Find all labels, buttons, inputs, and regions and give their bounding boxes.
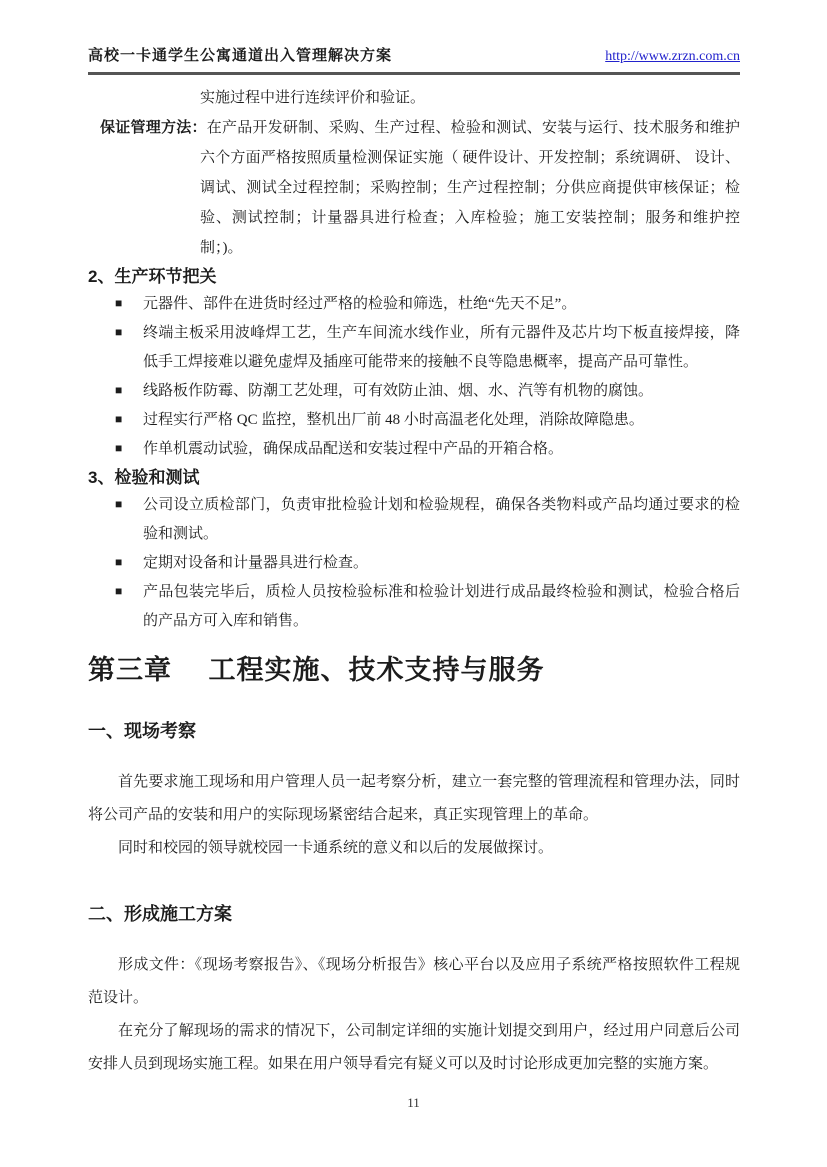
list-item	[88, 319, 740, 377]
intro-paragraph: 实施过程中进行连续评价和验证。	[200, 90, 426, 106]
bullet-text: 公司设立质检部门，负责审批检验计划和检验规程，确保各类物料或产品均通过要求的检验和测试。	[143, 497, 740, 542]
list-item	[88, 578, 740, 636]
section-3-heading: 3、检验和测试	[88, 468, 200, 487]
guarantee-text: 在产品开发研制、采购、生产过程、检验和测试、安装与运行、技术服务和维护六个方面严格按照质量检测保证实施（ 硬件设计、开发控制；系统调研、 设计、调试、测试全过程控制；采购控制；生产过程控制；分供应商提供审核保证；检验、测试控制；计量器具进行检查；入库检验；施工安装控制；服务和维护控制；)。	[200, 120, 740, 256]
section-2-bullet-list	[88, 290, 740, 464]
subsection-2-heading: 二、形成施工方案	[88, 904, 232, 924]
bullet-square-icon: ■	[115, 555, 123, 569]
guarantee-label: 保证管理方法：	[100, 120, 207, 136]
body-paragraph: 在充分了解现场的需求的情况下，公司制定详细的实施计划提交到用户，经过用户同意后公司安排人员到现场实施工程。如果在用户领导看完有疑义可以及时讨论形成更加完整的实施方案。	[88, 1023, 740, 1072]
bullet-text: 终端主板采用波峰焊工艺，生产车间流水线作业，所有元器件及芯片均下板直接焊接，降低手工焊接难以避免虚焊及插座可能带来的接触不良等隐患概率，提高产品可靠性。	[143, 325, 740, 370]
list-item	[88, 491, 740, 549]
subsection-1-heading: 一、现场考察	[88, 721, 196, 741]
subsection-2-paragraphs	[88, 949, 740, 1081]
bullet-text: 定期对设备和计量器具进行检查。	[143, 555, 369, 571]
bullet-text: 元器件、部件在进货时经过严格的检验和筛选，杜绝“先天不足”。	[143, 296, 577, 312]
list-item	[88, 290, 740, 319]
running-header	[88, 44, 740, 75]
bullet-square-icon: ■	[115, 441, 123, 455]
subsection-1-paragraphs	[88, 766, 740, 865]
list-item	[88, 435, 740, 464]
bullet-square-icon: ■	[115, 584, 123, 598]
bullet-text: 过程实行严格 QC 监控，整机出厂前 48 小时高温老化处理，消除故障隐患。	[143, 412, 644, 428]
body-paragraph: 首先要求施工现场和用户管理人员一起考察分析，建立一套完整的管理流程和管理办法，同时将公司产品的安装和用户的实际现场紧密结合起来，真正实现管理上的革命。	[88, 774, 740, 823]
page-number: 11	[407, 1095, 420, 1110]
document-title: 高校一卡通学生公寓通道出入管理解决方案	[88, 48, 393, 64]
bullet-text: 产品包装完毕后，质检人员按检验标准和检验计划进行成品最终检验和测试，检验合格后的产品方可入库和销售。	[143, 584, 740, 629]
bullet-square-icon: ■	[115, 383, 123, 397]
bullet-square-icon: ■	[115, 497, 123, 511]
body-paragraph: 同时和校园的领导就校园一卡通系统的意义和以后的发展做探讨。	[118, 840, 554, 856]
section-2-heading: 2、生产环节把关	[88, 267, 217, 286]
chapter-title: 第三章 工程实施、技术支持与服务	[88, 655, 545, 685]
bullet-square-icon: ■	[115, 325, 123, 339]
list-item	[88, 549, 740, 578]
bullet-text: 作单机震动试验，确保成品配送和安装过程中产品的开箱合格。	[143, 441, 564, 457]
guarantee-paragraph	[100, 113, 740, 263]
section-3-bullet-list	[88, 491, 740, 636]
bullet-square-icon: ■	[115, 412, 123, 426]
bullet-square-icon: ■	[115, 296, 123, 310]
body-paragraph: 形成文件：《现场考察报告》、《现场分析报告》核心平台以及应用子系统严格按照软件工程规范设计。	[88, 957, 740, 1006]
header-url-link[interactable]: http://www.zrzn.com.cn	[605, 49, 740, 64]
bullet-text: 线路板作防霉、防潮工艺处理，可有效防止油、烟、水、汽等有机物的腐蚀。	[143, 383, 654, 399]
list-item	[88, 377, 740, 406]
list-item	[88, 406, 740, 435]
